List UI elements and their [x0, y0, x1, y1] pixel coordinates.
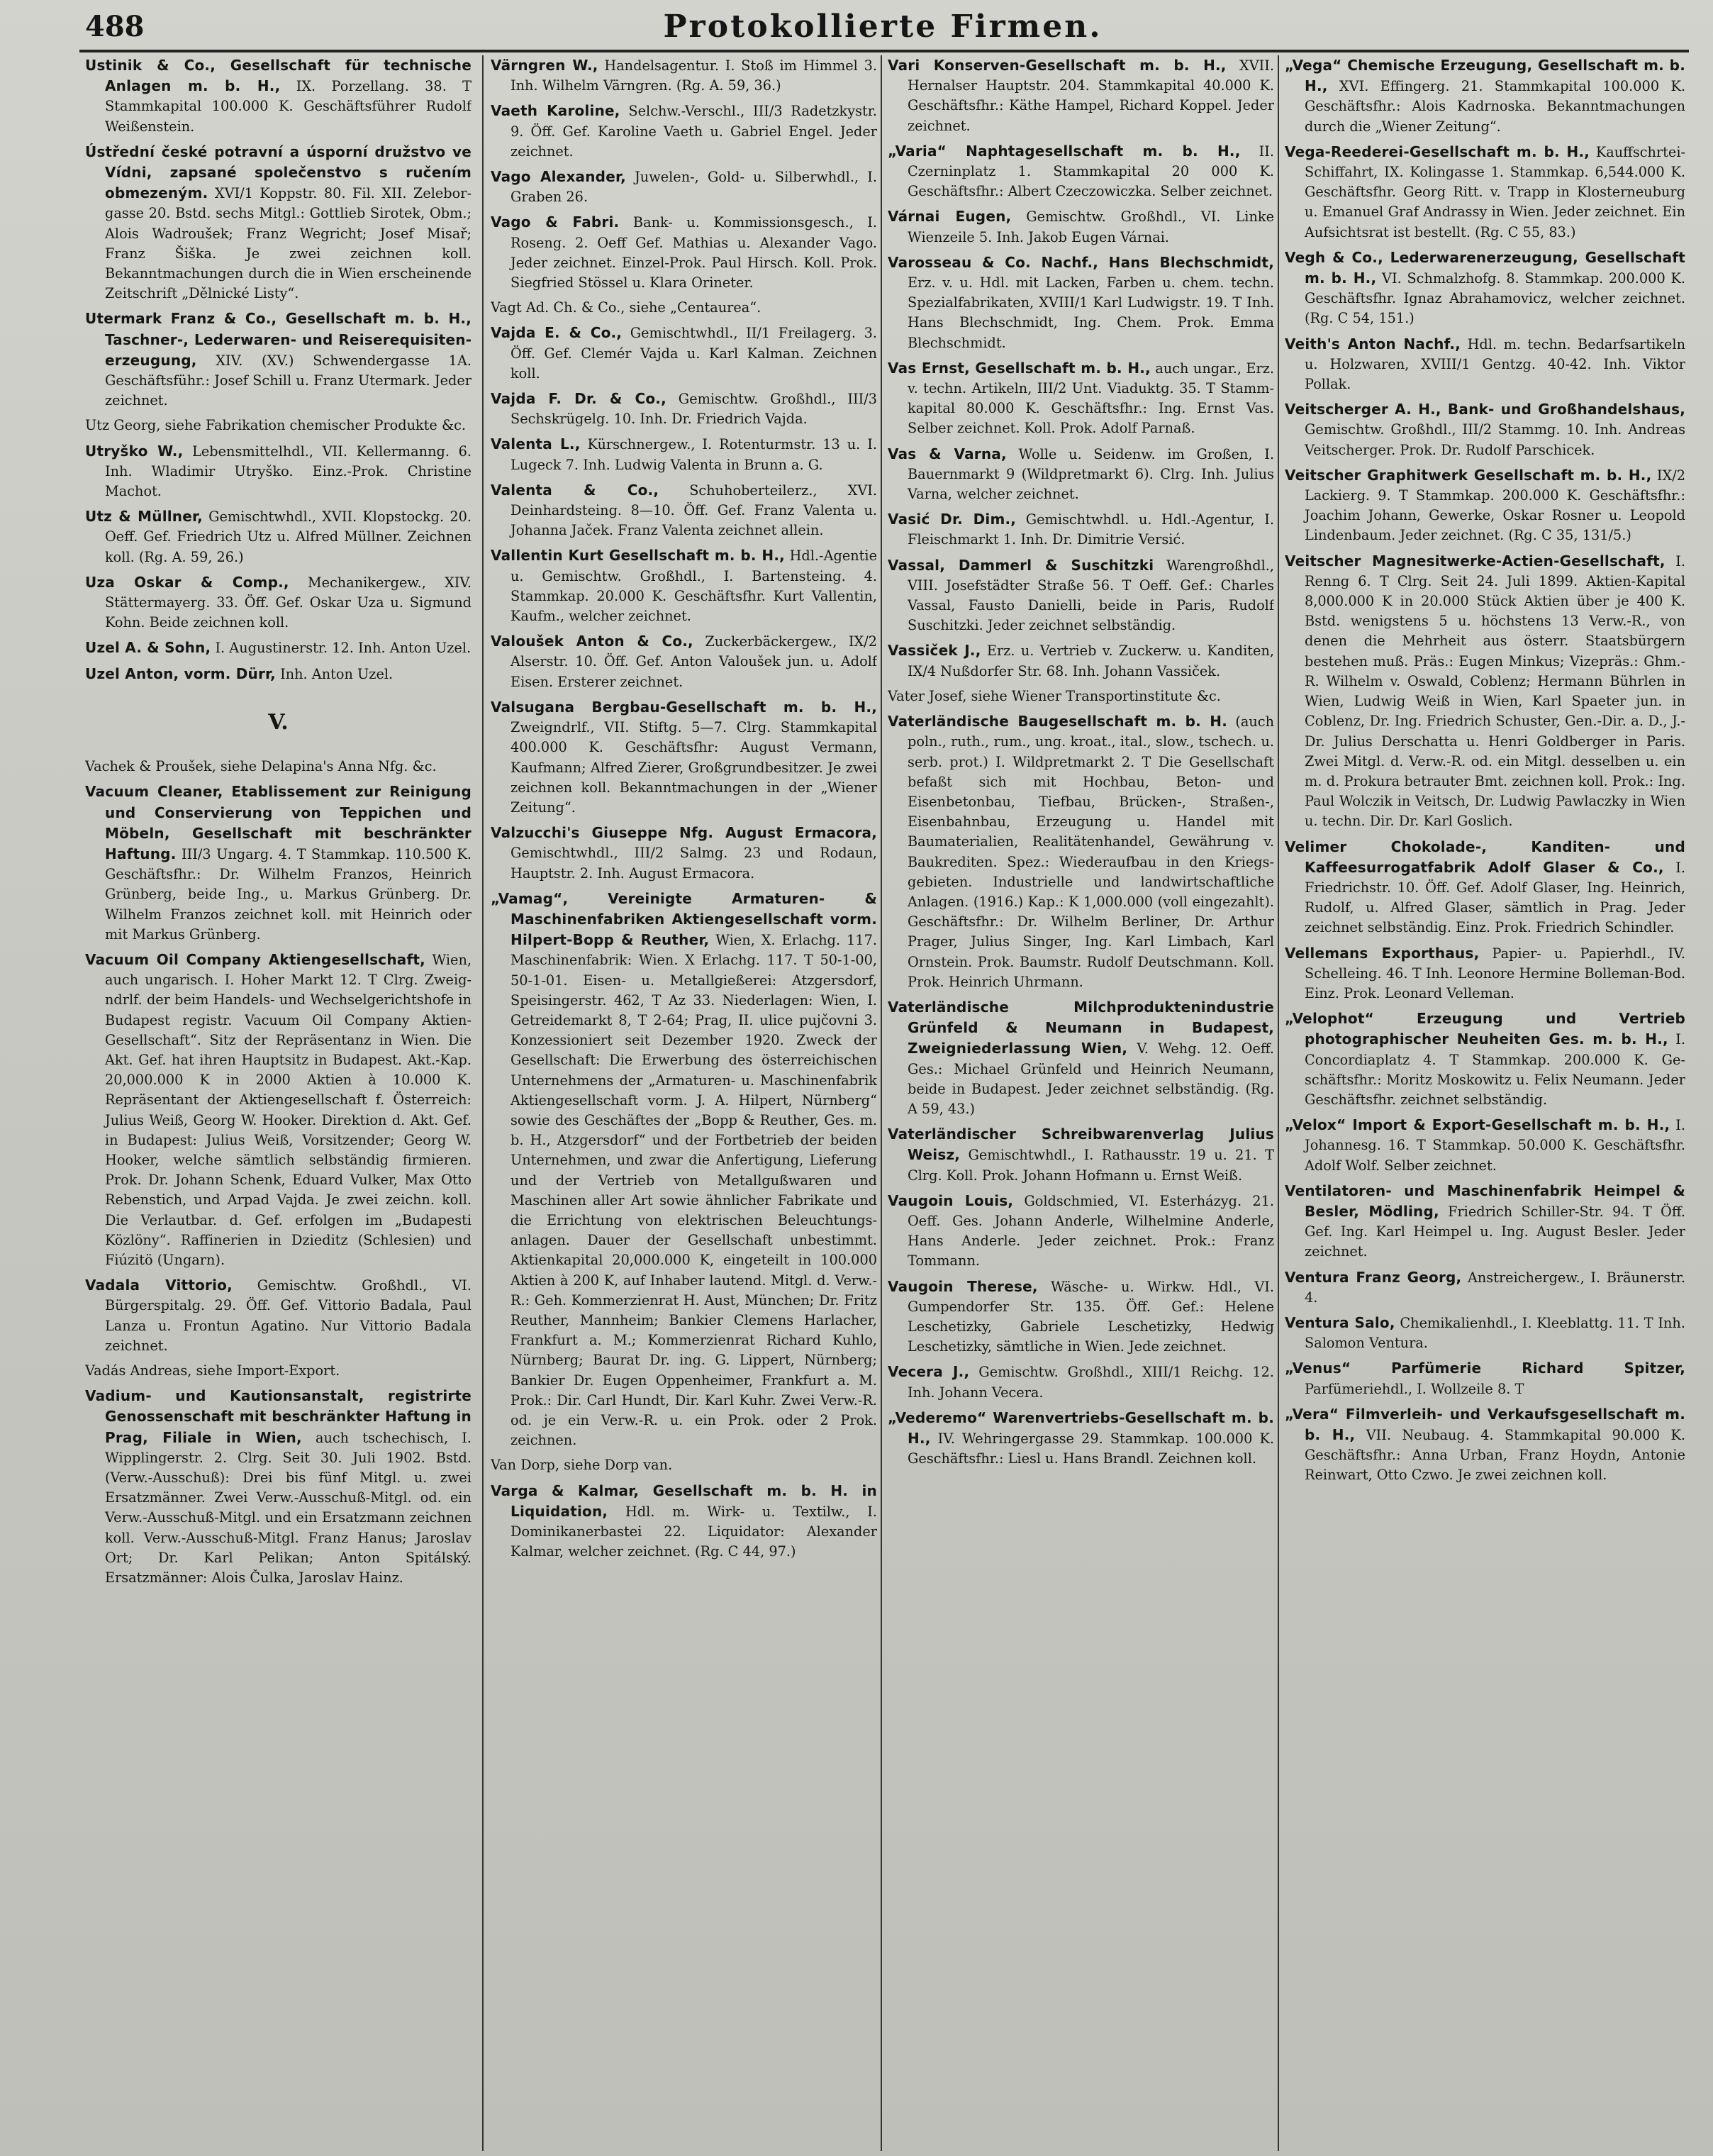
- firm-details: Parfümeriehdl., I. Wollzeile 8. T: [1305, 1380, 1524, 1397]
- firm-details: VII. Neubaug. 4. Stammkapital 90.000 K. Geschäftsfhr.: Anna Urban, Franz Hoydn, Antonie Reinwart, Otto Czwo. Je zwei zeichnen koll.: [1305, 1427, 1685, 1484]
- column-divider: [482, 55, 484, 2151]
- firm-name: Valoušek Anton & Co.,: [491, 633, 693, 650]
- column-divider: [1278, 55, 1279, 2151]
- firm-entry: [85, 638, 472, 658]
- firm-entry: [888, 444, 1274, 505]
- column-4: [1285, 55, 1685, 2151]
- firm-name: Vaugoin Louis,: [888, 1191, 1014, 1209]
- firm-name: „Venus“ Parfümerie Richard Spitzer,: [1285, 1360, 1685, 1377]
- firm-details: auch ungar., Erz. v. techn. Artikeln, III/2 Unt. Viaduktg. 35. T Stammkapital 80.000 K. Geschäftsfhr.: Ing. Ernst Vas. Selber zeichnet. Koll. Prok. Adolf Parnaß.: [908, 360, 1274, 437]
- firm-entry: [85, 416, 472, 435]
- firm-details: Gemischtw. Großhdl., XIII/1 Reichg. 12. Inh. Johann Vecera.: [908, 1364, 1274, 1401]
- firm-entry: [85, 782, 472, 945]
- firm-name: „Vederemo“ Warenvertriebs-Gesellschaft m. b. H.,: [888, 1408, 1274, 1447]
- firm-entry: [491, 298, 877, 318]
- firm-entry: [888, 1277, 1274, 1357]
- firm-name: Vas Ernst, Gesellschaft m. b. H.,: [888, 359, 1151, 377]
- column-divider: [881, 55, 882, 2151]
- firm-details: Vater Josef, siehe Wiener Transportinstitute &c.: [888, 687, 1221, 704]
- firm-name: Uza Oskar & Comp.,: [85, 573, 289, 591]
- firm-entry: [1285, 248, 1685, 329]
- firm-entry: [1285, 943, 1685, 1004]
- firm-name: Valsugana Bergbau-Gesellschaft m. b. H.,: [491, 698, 877, 716]
- firm-details: IX. Porzellang. 38. T Stammkapital 100.000 K. Geschäftsführer Rudolf Weißenstein.: [105, 78, 472, 135]
- firm-details: Handelsagentur. I. Stoß im Himmel 3. Inh. Wilhelm Värngren. (Rg. A. 59, 36.): [510, 57, 877, 94]
- firm-name: Vago & Fabri.: [491, 213, 620, 231]
- firm-entry: [491, 889, 877, 1451]
- firm-name: Vadala Vittorio,: [85, 1277, 233, 1294]
- firm-entry: [1285, 837, 1685, 938]
- header-rule: [79, 50, 1689, 52]
- firm-name: Värngren W.,: [491, 57, 598, 74]
- firm-name: Vaterländische Milchproduktenindustrie Grünfeld & Neumann in Budapest, Zweigniederlassung Wien,: [888, 998, 1274, 1057]
- firm-entry: [85, 757, 472, 777]
- firm-details: Anstreichergew., I. Bräunerstr. 4.: [1305, 1269, 1685, 1306]
- firm-entry: [888, 509, 1274, 550]
- firm-details: Hdl. m. techn. Bedarfsartikeln u. Holzwaren, XVIII/1 Gentzg. 40-42. Inh. Viktor Pollak.: [1305, 335, 1685, 393]
- firm-entry: [85, 950, 472, 1270]
- firm-entry: [1285, 334, 1685, 395]
- firm-entry: [888, 687, 1274, 706]
- firm-name: „Vera“ Filmverleih- und Verkaufsgesellschaft m. b. H.,: [1285, 1405, 1685, 1443]
- firm-details: Bank- u. Kommissionsgesch., I. Roseng. 2. Oeff Gef. Mathias u. Alexander Vago. Jeder zeichnet. Einzel-Prok. Paul Hirsch. Koll. Prok. Siegfried Stössel u. Klara Orineter.: [510, 214, 877, 291]
- firm-entry: [491, 631, 877, 692]
- firm-entry: [85, 55, 472, 137]
- firm-details: Wolle u. Seidenw. im Großen, I. Bauernmarkt 9 (Wildpretmarkt 6). Clrg. Inh. Julius Varna, welcher zeichnet.: [908, 445, 1274, 503]
- firm-name: Vaeth Karoline,: [491, 102, 620, 120]
- firm-name: Vega-Reederei-Gesellschaft m. b. H.,: [1285, 143, 1590, 160]
- firm-name: „Velophot“ Erzeugung und Vertrieb photographischer Neuheiten Ges. m. b. H.,: [1285, 1010, 1685, 1048]
- firm-name: Ventura Franz Georg,: [1285, 1268, 1462, 1286]
- firm-details: Utz Georg, siehe Fabrikation chemischer Produkte &c.: [85, 417, 467, 434]
- firm-details: Wien, auch ungarisch. I. Hoher Markt 12. T Clrg. Zweigndrlf. der beim Handels- und Wechselgerichtshofe in Budapest registr. Vacuum Oil Company Aktien-Gesellschaft“. Sitz der Repräsentanz in Wien. Die Akt. Gef. hat ihren Hauptsitz in Budapest. Akt.-Kap. 20,000.000 K in 2000 Aktien à 10.000 K. Repräsentant der Aktiengesellschaft f. Österreich: Julius Weiß, Georg W. Hooker. Direktion d. Akt. Gef. in Budapest: Julius Weiß, Vorsitzender; Georg W. Hooker, welche sämtlich selbständig firmieren. Prok. Dr. Johann Schenk, Eduard Vulker, Max Otto Rebenstich, und Arpad Vajda. Je zwei zeichn. koll. Die Verlautbar. d. Gef. erfolgen im „Budapesti Közlöny“. Raffinerien in Dzieditz (Schlesien) und Fiúzitö (Ungarn).: [105, 951, 472, 1268]
- firm-entry: [1285, 142, 1685, 243]
- firm-name: „Vega“ Chemische Erzeugung, Gesellschaft m. b. H.,: [1285, 57, 1685, 95]
- firm-name: Uzel Anton, vorm. Dürr,: [85, 665, 276, 682]
- section-letter: V.: [268, 709, 289, 735]
- firm-details: IX/2 Lackierg. 9. T Stammkap. 200.000 K. Geschäftsfhr.: Joachim Johann, Gewerke, Oskar Rosner u. Leopold Lindenbaum. Jeder zeichnet. (Rg. C 35, 131/5.): [1305, 467, 1685, 544]
- firm-entry: [888, 206, 1274, 247]
- firm-details: Gemischtw. Großhdl., VI. Linke Wienzeile 5. Inh. Jakob Eugen Várnai.: [908, 209, 1274, 245]
- firm-details: auch tschechisch, I. Wipplingerstr. 2. Clrg. Seit 30. Juli 1902. Bstd. (Verw.-Ausschuß): Drei bis fünf Mitgl. u. zwei Ersatzmänner. Zwei Verw.-Ausschuß-Mitgl. od. ein Verw.-Ausschuß-Mitgl. und ein Ersatzmann zeichnen koll. Verw.-Ausschuß-Mitgl. Franz Hanus; Jaroslav Ort; Dr. Karl Pelikan; Anton Spitálský. Ersatzmänner: Alois Čulka, Jaroslav Hainz.: [105, 1429, 472, 1587]
- firm-entry: [888, 1362, 1274, 1402]
- firm-entry: [85, 1361, 472, 1381]
- firm-entry: [85, 506, 472, 567]
- firm-entry: [888, 55, 1274, 136]
- firm-name: Veitscherger A. H., Bank- und Großhandelshaus,: [1285, 401, 1685, 418]
- firm-details: Gemischtwhdl., II/1 Freilagerg. 3. Öff. Gef. Clemér Vajda u. Karl Kalman. Zeichnen koll.: [510, 325, 877, 382]
- firm-entry: [888, 1191, 1274, 1272]
- firm-details: Schuhoberteilerz., XVI. Deinhardsteing. 8—10. Öff. Gef. Franz Valenta u. Johanna Jaček. Franz Valenta zeichnet allein.: [510, 482, 877, 539]
- firm-entry: [491, 323, 877, 384]
- firm-name: Vacuum Oil Company Aktiengesellschaft,: [85, 950, 425, 968]
- firm-name: Vacuum Cleaner, Etablissement zur Reinigung und Conservierung von Teppichen und Möbeln, Gesellschaft mit beschränkter Haftung.: [85, 783, 472, 862]
- firm-name: Vegh & Co., Lederwarenerzeugung, Gesellschaft m. b. H.,: [1285, 248, 1685, 287]
- firm-entry: [888, 711, 1274, 992]
- firm-name: Vari Konserven-Gesellschaft m. b. H.,: [888, 57, 1227, 74]
- firm-entry: [888, 997, 1274, 1119]
- firm-entry: [85, 1275, 472, 1356]
- firm-name: Várnai Eugen,: [888, 208, 1012, 226]
- firm-entry: [1285, 1115, 1685, 1176]
- firm-name: Utermark Franz & Co., Gesellschaft m. b. H., Taschner-, Lederwaren- und Reiserequisitenerzeugung,: [85, 310, 472, 369]
- firm-entry: [888, 1124, 1274, 1186]
- firm-name: Veitscher Graphitwerk Gesellschaft m. b. H.,: [1285, 466, 1652, 484]
- firm-entry: [1285, 1313, 1685, 1353]
- firm-details: Wien, X. Erlachg. 117. Maschinenfabrik: Wien. X Erlachg. 117. T 50-1-00, 50-1-01. Eisen- u. Metallgießerei: Atzgersdorf, Speisingerstr. 462, T Az 33. Niederlagen: Wien, I. Getreidemarkt 8, T 2-64; Prag, II. ulice pujčovni 3. Konzessioniert seit Dezember 1920. Zweck der Gesellschaft: Die Erwerbung des österreichischen Unternehmens der „Armaturen- u. Maschinenfabrik Aktiengesellschaft vorm. J. A. Hilpert, Nürnberg“ sowie des Geschäftes der „Bopp & Reuther, Ges. m. b. H., Atzgersdorf“ und der Fortbetrieb der beiden Unternehmen, und zwar die Anfertigung, Lieferung und der Vertrieb von Metallgußwaren und Maschinen aller Art sowie ähnlicher Fabrikate und die Errichtung von elektrischen Beleuchtungsanlagen. Dauer der Gesellschaft unbestimmt. Aktienkapital 20,000.000 K, eingeteilt in 100.000 Aktien à 200 K, auf Inhaber lautend. Mitgl. d. Verw.-R.: Geh. Kommerzienrat H. Aust, München; Dr. Fritz Reuther, Mannheim; Bankier Clemens Harlacher, Frankfurt a. M.; Kommerzienrat Richard Kuhlo, Nürnberg; Baurat Dr. ing. G. Lippert, Nürnberg; Bankier Dr. Eugen Oppenheimer, Frankfurt a. M. Prok.: Dir. Carl Hundt, Dir. Karl Kuhr. Zwei Verw.-R. od. je ein Verw.-R. u. ein Prok. oder 2 Prok. zeichnen.: [510, 932, 877, 1449]
- firm-name: „Vamag“, Vereinigte Armaturen- & Maschinenfabriken Aktiengesellschaft vorm. Hilpert-Bopp & Reuther,: [491, 889, 877, 949]
- firm-name: Ventura Salo,: [1285, 1313, 1395, 1331]
- firm-details: Gemischtw. Großhdl., VI. Bürgerspitalg. 29. Öff. Gef. Vittorio Badala, Paul Lanza u. Frontun Agatino. Nur Vittorio Badala zeichnet.: [105, 1277, 472, 1354]
- firm-details: IV. Wehringergasse 29. Stammkap. 100.000 K. Geschäftsfhr.: Liesl u. Hans Brandl. Zeichnen koll.: [908, 1430, 1274, 1467]
- firm-entry: [1285, 55, 1685, 137]
- firm-name: Valenta L.,: [491, 435, 581, 453]
- firm-details: XVII. Hernalser Hauptstr. 204. Stammkapital 40.000 K. Geschäftsfhr.: Käthe Hampel, Richard Koppel. Jeder zeichnet.: [908, 57, 1274, 134]
- firm-details: I. Johannesg. 16. T Stammkap. 50.000 K. Geschäftsfhr. Adolf Wolf. Selber zeichnet.: [1305, 1117, 1685, 1174]
- firm-name: Vassiček J.,: [888, 642, 981, 660]
- firm-details: I. Concordiaplatz 4. T Stammkap. 200.000 K. Geschäftsfhr.: Moritz Moskowitz u. Felix Neumann. Jeder Geschäftsfhr. zeichnet selbständig.: [1305, 1031, 1685, 1108]
- firm-name: Ustinik & Co., Gesellschaft für technische Anlagen m. b. H.,: [85, 57, 472, 95]
- firm-entry: [888, 252, 1274, 353]
- firm-details: I. Augustinerstr. 12. Inh. Anton Uzel.: [215, 640, 472, 657]
- firm-name: Vassal, Dammerl & Suschitzki: [888, 556, 1154, 574]
- firm-name: Vadium- und Kautionsanstalt, registrirte Genossenschaft mit beschränkter Haftung in Prag, Filiale in Wien,: [85, 1387, 472, 1446]
- firm-entry: [491, 212, 877, 293]
- firm-details: Zuckerbäckergew., IX/2 Alserstr. 10. Öff. Gef. Anton Valoušek jun. u. Adolf Eisen. Ersterer zeichnet.: [510, 633, 877, 690]
- firm-entry: [85, 1386, 472, 1588]
- firm-name: Varga & Kalmar, Gesellschaft m. b. H. in Liquidation,: [491, 1482, 877, 1520]
- page-header: [85, 6, 1680, 48]
- firm-details: Selchw.-Verschl., III/3 Radetzkystr. 9. Öff. Gef. Karoline Vaeth u. Gabriel Engel. Jeder zeichnet.: [510, 103, 877, 160]
- firm-details: Lebensmittelhdl., VII. Kellermanng. 6. Inh. Wladimir Utryško. Einz.-Prok. Christine Machot.: [105, 443, 472, 500]
- firm-entry: [1285, 551, 1685, 832]
- firm-name: Vago Alexander,: [491, 168, 626, 186]
- firm-details: Gemischtw. Großhdl., III/3 Sechskrügelg. 10. Inh. Dr. Friedrich Vajda.: [510, 391, 877, 428]
- firm-entry: [85, 142, 472, 304]
- firm-name: Utryško W.,: [85, 442, 184, 460]
- firm-details: Zweigndrlf., VII. Stiftg. 5—7. Clrg. Stammkapital 400.000 K. Geschäftsfhr: August Vermann, Kaufmann; Alfred Zierer, Großgrundbesitzer. Je zwei zeichnen koll. Bekanntmachungen in der „Wiener Zeitung“.: [510, 719, 877, 816]
- firm-details: Van Dorp, siehe Dorp van.: [491, 1457, 673, 1474]
- column-3: [888, 55, 1274, 2151]
- firm-entry: [491, 697, 877, 818]
- firm-entry: [85, 572, 472, 633]
- firm-name: Vecera J.,: [888, 1363, 970, 1381]
- firm-name: Valenta & Co.,: [491, 481, 659, 499]
- firm-entry: [1285, 1267, 1685, 1308]
- firm-name: Utz & Müllner,: [85, 508, 203, 526]
- firm-entry: [491, 480, 877, 541]
- firm-details: XVI/1 Koppstr. 80. Fil. XII. Zeleborgasse 20. Bstd. sechs Mitgl.: Gottlieb Sirotek, Obm.; Alois Wadroušek; Franz Wegricht; Josef Misař; Franz Šiška. Je zwei zeichnen koll. Bekanntmachungen durch die in Wien erscheinende Zeitschrift „Dělnické Listy“.: [105, 185, 472, 302]
- firm-details: Wäsche- u. Wirkw. Hdl., VI. Gumpendorfer Str. 135. Öff. Gef.: Helene Leschetizky, Gabriele Leschetizky, Hedwig Leschetizky, sämtliche in Wien. Jede zeichnet.: [908, 1278, 1274, 1355]
- firm-details: Erz. v. u. Hdl. mit Lacken, Farben u. chem. techn. Spezialfabrikaten, XVIII/1 Karl Ludwigstr. 19. T Inh. Hans Blechschmidt, Ing. Chem. Prok. Emma Blechschmidt.: [908, 274, 1274, 351]
- firm-entry: [491, 167, 877, 207]
- firm-details: Friedrich Schiller-Str. 94. T Öff. Gef. Ing. Karl Heimpel u. Ing. August Besler. Jeder zeichnet.: [1305, 1203, 1685, 1260]
- firm-name: Valzucchi's Giuseppe Nfg. August Ermacora,: [491, 824, 877, 842]
- firm-entry: [491, 55, 877, 96]
- firm-name: Varosseau & Co. Nachf., Hans Blechschmidt,: [888, 253, 1274, 271]
- firm-name: „Varia“ Naphtagesellschaft m. b. H.,: [888, 142, 1241, 160]
- firm-details: Gemischtwhdl., XVII. Klopstockg. 20. Oeff. Gef. Friedrich Utz u. Alfred Müllner. Zeichnen koll. (Rg. A. 59, 26.): [105, 509, 472, 565]
- firm-details: Chemikalienhdl., I. Kleeblattg. 11. T Inh. Salomon Ventura.: [1305, 1314, 1685, 1352]
- firm-name: Vaugoin Therese,: [888, 1277, 1038, 1295]
- firm-details: Juwelen-, Gold- u. Silberwhdl., I. Graben 26.: [510, 169, 877, 206]
- firm-name: Uzel A. & Sohn,: [85, 639, 211, 657]
- firm-name: „Velox“ Import & Export-Gesellschaft m. b. H.,: [1285, 1116, 1670, 1134]
- firm-details: Vagt Ad. Ch. & Co., siehe „Centaurea“.: [491, 299, 761, 316]
- firm-details: Mechanikergew., XIV. Stättermayerg. 33. Öff. Gef. Oskar Uza u. Sigmund Kohn. Beide zeichnen koll.: [105, 574, 472, 631]
- firm-name: Velimer Chokolade-, Kanditen- und Kaffeesurrogatfabrik Adolf Glaser & Co.,: [1285, 838, 1685, 876]
- firm-entry: [888, 555, 1274, 636]
- firm-entry: [1285, 1008, 1685, 1110]
- running-title: Protokollierte Firmen.: [663, 9, 1103, 45]
- firm-entry: [888, 141, 1274, 202]
- firm-details: Hdl.-Agentie u. Gemischtw. Großhdl., I. Bartensteing. 4. Stammkap. 20.000 K. Geschäftsfhr. Kurt Vallentin, Kaufm., welcher zeichnet.: [510, 548, 877, 625]
- firm-entry: [491, 434, 877, 474]
- firm-name: Vasić Dr. Dim.,: [888, 511, 1017, 528]
- firm-details: Gemischtwhdl., I. Rathausstr. 19 u. 21. T Clrg. Koll. Prok. Johann Hofmann u. Ernst Weiß.: [908, 1147, 1274, 1184]
- firm-details: I. Friedrichstr. 10. Öff. Gef. Adolf Glaser, Ing. Heinrich, Rudolf, u. Alfred Glaser, sämtlich in Prag. Jeder zeichnet selbständig. Einz. Prok. Friedrich Schindler.: [1305, 859, 1685, 936]
- firm-entry: [1285, 465, 1685, 546]
- page-number: 488: [85, 10, 145, 43]
- firm-details: Vadás Andreas, siehe Import-Export.: [85, 1362, 340, 1379]
- firm-name: Vas & Varna,: [888, 445, 1007, 462]
- firm-details: Gemischtwhdl., III/2 Salmg. 23 und Rodaun, Hauptstr. 2. Inh. August Ermacora.: [510, 845, 877, 882]
- firm-details: VI. Schmalzhofg. 8. Stammkap. 200.000 K. Geschäftsfhr. Ignaz Abrahamovicz, welcher zeichnet. (Rg. C 54, 151.): [1305, 270, 1685, 327]
- firm-details: Kauffschrtei-Schiffahrt, IX. Kolingasse 1. Stammkap. 6,544.000 K. Geschäftsfhr. Georg Ritt. v. Trapp in Klosterneuburg u. Emanuel Graf Andrassy in Wien. Jeder zeichnet. Ein Aufsichtsrat ist bestellt. (Rg. C 55, 83.): [1305, 143, 1685, 240]
- firm-entry: [85, 441, 472, 502]
- firm-details: Kürschnergew., I. Rotenturmstr. 13 u. I. Lugeck 7. Inh. Ludwig Valenta in Brunn a. G.: [510, 436, 877, 473]
- firm-entry: [491, 545, 877, 626]
- firm-details: Papier- u. Papierhdl., IV. Schelleing. 46. T Inh. Leonore Hermine Bolleman-Bod. Einz. Prok. Leonard Velleman.: [1305, 945, 1685, 1001]
- firm-entry: [1285, 1181, 1685, 1262]
- firm-details: XIV. (XV.) Schwendergasse 1A. Geschäftsführ.: Josef Schill u. Franz Utermark. Jeder zeichnet.: [105, 352, 472, 409]
- firm-details: Warengroßhdl., VIII. Josefstädter Straße 56. T Oeff. Gef.: Charles Vassal, Fausto Danielli, beide in Paris, Rudolf Suschitzki. Jeder zeichnet selbständig.: [908, 557, 1274, 634]
- firm-entry: [1285, 399, 1685, 460]
- firm-name: Vajda F. Dr. & Co.,: [491, 390, 666, 408]
- firm-details: II. Czerninplatz 1. Stammkapital 20 000 K. Geschäftsfhr.: Albert Czeczowiczka. Selber zeichnet.: [908, 143, 1274, 200]
- firm-details: Gemischtw. Großhdl., III/2 Stammg. 10. Inh. Andreas Veitscherger. Prok. Dr. Rudolf Parschicek.: [1305, 421, 1685, 458]
- firm-details: I. Renng 6. T Clrg. Seit 24. Juli 1899. Aktien-Kapital 8,000.000 K in 20.000 Stück Aktien über je 400 K. Bstd. wenigstens 5 u. höchstens 13 Verw.-R., von denen die Mehrheit aus österr. Staatsbürgern bestehen muß. Präs.: Eugen Minkus; Vizepräs.: Ghm.-R. Wilhelm v. Oswald, Coblenz; Hermann Bührlen in Wien, Ludwig Weiß in Wien, Karl Spaeter jun. in Coblenz, Dr. Ing. Friedrich Schuster, Gen.-Dir. a. D., J.-Dr. Julius Derschatta u. Henri Goldberger in Paris. Zwei Mitgl. d. Verw.-R. od. ein Mitgl. desselben u. ein m. d. Prokura betrauter Bmt. zeichnen koll. Prok.: Ing. Paul Wolczik in Veitsch, Dr. Ludwig Pawlaczky in Wien u. techn. Dir. Dr. Karl Goslich.: [1305, 552, 1685, 830]
- firm-name: Vellemans Exporthaus,: [1285, 944, 1480, 962]
- column-2: [491, 55, 877, 2151]
- firm-entry: [888, 358, 1274, 439]
- firm-entry: [491, 1455, 877, 1475]
- firm-entry: [1285, 1358, 1685, 1399]
- firm-details: V. Wehg. 12. Oeff. Ges.: Michael Grünfeld und Heinrich Neumann, beide in Budapest. Jeder zeichnet selbständig. (Rg. A 59, 43.): [908, 1040, 1274, 1117]
- firm-details: (auch poln., ruth., rum., ung. kroat., ital., slow., tschech. u. serb. prot.) I. Wildpretmarkt 2. T Die Gesellschaft befaßt sich mit Hochbau, Beton- und Eisenbetonbau, Tiefbau, Brücken-, Straßen-, Eisenbahnbau, Erzeugung u. Handel mit Baumaterialien, Realitätenhandel, Gewährung v. Baukrediten. Spez.: Wiederaufbau in den Kriegsgebieten. Industrielle und landwirtschaftliche Anlagen. (1916.) Kap.: K 1,000.000 (voll eingezahlt). Geschäftsfhr.: Dr. Wilhelm Berliner, Dr. Arthur Prager, Julius Singer, Ing. Karl Limbach, Karl Ornstein. Prok. Baumstr. Rudolf Deutschmann. Koll. Prok. Heinrich Uhrmann.: [908, 713, 1274, 990]
- firm-entry: [491, 1481, 877, 1562]
- firm-name: Veitscher Magnesitwerke-Actien-Gesellschaft,: [1285, 552, 1665, 569]
- firm-name: Veith's Anton Nachf.,: [1285, 335, 1461, 352]
- firm-name: Vaterländischer Schreibwarenverlag Julius Weisz,: [888, 1126, 1274, 1164]
- firm-details: Hdl. m. Wirk- u. Textilw., I. Dominikanerbastei 22. Liquidator: Alexander Kalmar, welcher zeichnet. (Rg. C 44, 97.): [510, 1503, 877, 1560]
- firm-entry: [491, 101, 877, 162]
- column-1: [85, 55, 472, 2151]
- firm-entry: [491, 389, 877, 429]
- firm-details: III/3 Ungarg. 4. T Stammkap. 110.500 K. Geschäftsfhr.: Dr. Wilhelm Franzos, Heinrich Grünberg, beide Ing., u. Markus Grünberg. Dr. Wilhelm Franzos zeichnet koll. mit Heinrich oder mit Markus Grünberg.: [105, 845, 472, 943]
- firm-entry: [85, 309, 472, 411]
- firm-name: Ústřední české potravní a úsporní družstvo ve Vídni, zapsané společenstvo s ručením obmezeným.: [85, 143, 472, 202]
- firm-name: Ventilatoren- und Maschinenfabrik Heimpel & Besler, Mödling,: [1285, 1182, 1685, 1220]
- firm-entry: [888, 640, 1274, 681]
- firm-entry: [888, 1408, 1274, 1469]
- firm-details: XVI. Effingerg. 21. Stammkapital 100.000 K. Geschäftsfhr.: Alois Kadrnoska. Bekanntmachungen durch die „Wiener Zeitung“.: [1305, 78, 1685, 135]
- firm-details: Vachek & Proušek, siehe Delapina's Anna Nfg. &c.: [85, 758, 437, 775]
- firm-name: Vajda E. & Co.,: [491, 324, 623, 342]
- firm-name: Vaterländische Baugesellschaft m. b. H.: [888, 713, 1228, 730]
- firm-details: Goldschmied, VI. Esterházyg. 21. Oeff. Ges. Johann Anderle, Wilhelmine Anderle, Hans Anderle. Jeder zeichnet. Prok.: Franz Tommann.: [908, 1192, 1274, 1269]
- firm-entry: [1285, 1404, 1685, 1486]
- firm-details: Gemischtwhdl. u. Hdl.-Agentur, I. Fleischmarkt 1. Inh. Dr. Dimitrie Versić.: [908, 511, 1274, 548]
- firm-entry: [85, 664, 472, 684]
- firm-details: Erz. u. Vertrieb v. Zuckerw. u. Kanditen, IX/4 Nußdorfer Str. 68. Inh. Johann Vassiček.: [908, 643, 1274, 679]
- firm-details: Inh. Anton Uzel.: [280, 665, 394, 682]
- firm-entry: [491, 823, 877, 884]
- firm-name: Vallentin Kurt Gesellschaft m. b. H.,: [491, 547, 785, 565]
